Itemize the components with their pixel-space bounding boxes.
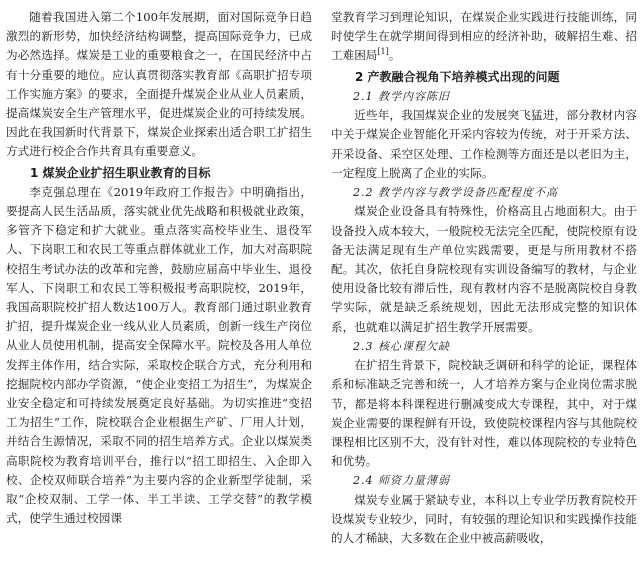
- paragraph-goals: 李克强总理在《2019年政府工作报告》中明确指出，要提高人民生活品质，落实就业优先战略和积极就业政策，多管齐下稳定和扩大就业。重点落实高校毕业生、退役军人、下岗职工和农民工等重点群体就业工作，加大对高职院校招生考试办法的改革和完善，鼓励应届高中毕业生、退役军人、下岗职工和农民工等积极报考高职院校，2019年，我国高职院校扩招人数达100万人。教育部门通过职业教育扩招，提升煤炭企业一线从业人员素质，创新一线生产岗位从业人员使用机制，提高安全保障水平。院校及各用人单位发挥主体作用，结合实际，采取校企联合方式，充分利用和挖掘院校内部办学资源，“使企业变招工为招生”，为煤炭企业安全稳定和可持续发展奠定良好基础。为切实推进“变招工为招生”工作，院校联合企业根据生产矿、厂用人计划，并结合生源情况，采取不同的招生培养方式。企业以煤炭类高职院校为教育培训平台，推行以“招工即招生、入企即入校、企校双师联合培养”为主要内容的企业新型学徒制，采取“企校双制、工学一体、半工半读、工学交替”的教学模式，使学生通过校园课: [6, 184, 312, 526]
- paragraph-continued-end: 。: [388, 48, 401, 63]
- paragraph-core-courses: 在扩招生背景下，院校缺乏调研和科学的论证，课程体系和标准缺乏完善和统一，人才培养方案与企业岗位需求脱节，都是将本科课程进行删减变成大专课程，其中，对于煤炭企业需要的课程鲜有开设，致使院校课程内容与其他院校课程相比区别不大，没有针对性，难以体现院校的专业特色和优势。: [331, 358, 637, 469]
- subsection-heading-2-1: 2.1 教学内容陈旧: [353, 89, 450, 103]
- subsection-heading-2-4: 2.4 师资力量薄弱: [353, 474, 450, 488]
- paragraph-intro: 随着我国进入第二个100年发展期，面对国际竞争日趋激烈的新形势，加快经济结构调整，提高国际竞争力，已成为必然选择。煤炭是工业的重要粮食之一，在国民经济中占有十分重要的地位。应认真贯彻落实教育部《高职扩招专项工作实施方案》的要求，全面提升煤炭企业从业人员素质，提高煤炭安全生产管理水平，促进煤炭企业的可持续发展。因此在我国新时代背景下，煤炭企业探索出适合职工扩招生方式进行校企合作共育具有重要意义。: [6, 10, 312, 159]
- paragraph-faculty: 煤炭专业属于紧缺专业，本科以上专业学历教育院校开设煤炭专业较少，同时，有较强的理论知识和实践操作技能的人才稀缺，大多数在企业中被高薪吸收，: [331, 492, 637, 546]
- subsection-heading-2-3: 2.3 核心课程欠缺: [353, 339, 450, 353]
- subsection-heading-2-2: 2.2 教学内容与教学设备匹配程度不高: [353, 186, 558, 200]
- paragraph-outdated-content: 近些年，我国煤炭企业的发展突飞猛进，部分教材内容中关于煤炭企业智能化开采内容较为传统，对于开采方法、开采设备、采空区处理、工作检测等方面还是以老旧为主，一定程度上脱离了企业的实际。: [331, 108, 637, 180]
- left-column: [6, 8, 312, 528]
- paragraph-continued-text: 堂教育学习到理论知识，在煤炭企业实践进行技能训练，同时使学生在就学期间得到相应的经济补助，破解招生难、招工难困局: [331, 10, 637, 63]
- section-heading-2: 2 产教融合视角下培养模式出现的问题: [355, 69, 560, 84]
- paragraph-continued: [331, 8, 637, 66]
- section-heading-1: 1 煤炭企业扩招生职业教育的目标: [30, 165, 211, 180]
- citation-ref: [1]: [377, 47, 389, 57]
- paragraph-equipment-mismatch: 煤炭企业设备具有特殊性，价格高且占地面积大。由于设备投入成本较大，一般院校无法完全匹配，使院校原有设备无法满足现有生产单位实践需要，更是与所用教材不搭配。其次，依托自身院校现有实训设备编写的教材，与企业使用设备比较有滞后性，现有教材内容不是脱离院校自身教学实际，就是缺乏系统规划，因此无法形成完整的知识体系，也就难以满足扩招生教学开展需要。: [331, 204, 637, 334]
- right-column: [331, 8, 637, 549]
